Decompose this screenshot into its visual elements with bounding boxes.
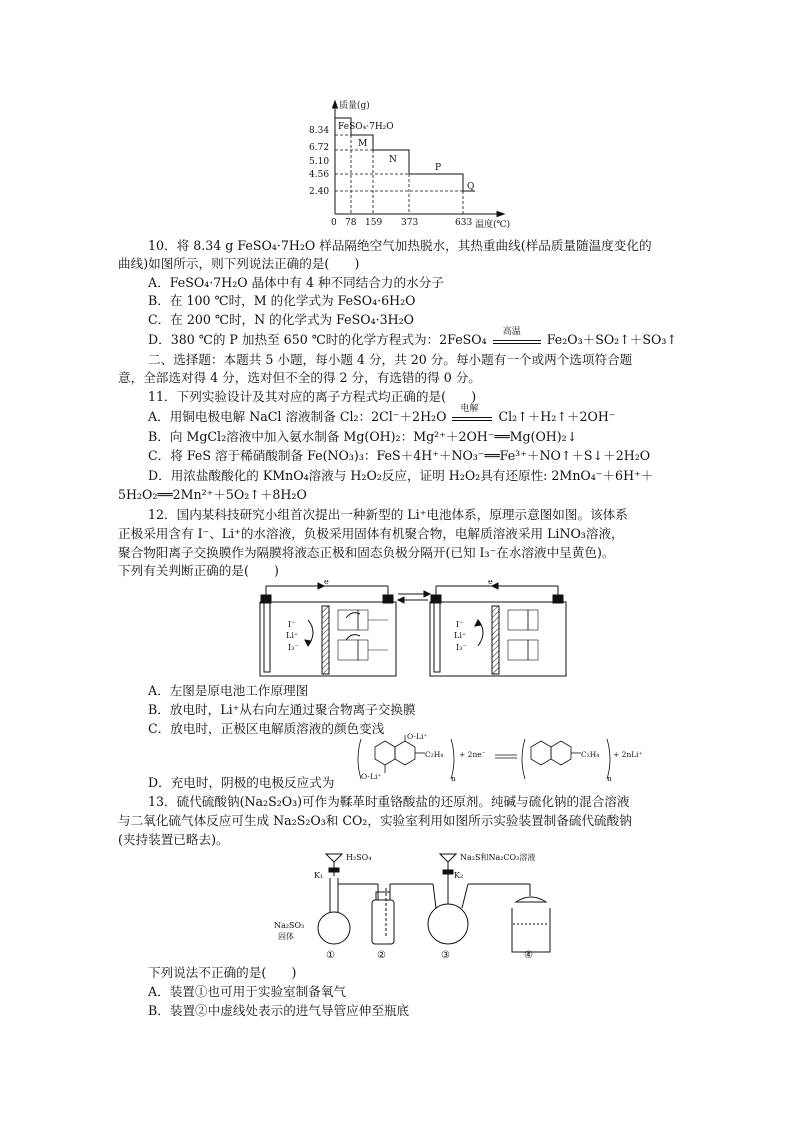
y-axis-label: 质量(g)	[339, 101, 370, 111]
q12-stem-line4: 下列有关判断正确的是( )	[118, 563, 279, 578]
q12-stem-line2: 正极采用含有 I⁻、Li⁺的水溶液，负极采用固体有机聚合物，电解质溶液采用 LiNO₃溶液，	[118, 526, 624, 541]
xtick: 0	[331, 218, 337, 228]
beaker-4	[512, 908, 550, 952]
step-label: M	[358, 139, 368, 149]
q10-d-right: Fe₂O₃＋SO₂↑＋SO₃↑	[546, 332, 677, 347]
c2h4-label: C₂H₄	[425, 750, 444, 759]
electron-label: e⁻	[488, 580, 497, 586]
k2-label: K₂	[454, 871, 464, 880]
q12-option-d: D．充电时，阴极的电极反应式为	[148, 775, 335, 790]
q13-option-a: A．装置①也可用于实验室制备氧气	[148, 984, 347, 999]
xtick: 373	[401, 218, 419, 228]
electron-term: + 2ne⁻	[459, 750, 486, 759]
condition-arrow	[491, 326, 543, 348]
q12-stem-line1: 12．国内某科技研究小组首次提出一种新型的 Li⁺电池体系，原理示意图如图。该体系	[148, 507, 628, 522]
q10-option-a: A．FeSO₄·7H₂O 晶体中有 4 种不同结合力的水分子	[148, 275, 444, 290]
solution-label: Na₂S和Na₂CO₃溶液	[460, 853, 536, 862]
q13-stem-line3: (夹持装置已略去)。	[118, 832, 229, 847]
dropping-funnel	[326, 854, 342, 862]
apparatus-label-2: ②	[377, 950, 386, 960]
section2-line1: 二、选择题：本题共 5 小题，每小题 4 分，共 20 分。每小题有一个或两个选项符合题	[148, 352, 633, 367]
ytick: 6.72	[309, 143, 330, 153]
ion-i3: I₃⁻	[456, 643, 467, 652]
ytick: 2.40	[309, 187, 330, 197]
k1-label: K₁	[314, 871, 324, 880]
thermogravimetric-graph	[305, 98, 525, 233]
x-axis-label: 温度(℃)	[475, 220, 511, 230]
condition-label: 电解	[460, 403, 479, 414]
x-axis-arrow	[497, 212, 504, 217]
h2so4-label: H₂SO₄	[346, 853, 372, 862]
bottle-2	[372, 900, 394, 944]
q11-option-d-line2: 5H₂O₂══2Mn²⁺＋5O₂↑＋8H₂O	[118, 487, 307, 502]
q10-option-b: B．在 100 ℃时，M 的化学式为 FeSO₄·6H₂O	[148, 293, 416, 308]
condition-arrow	[450, 403, 494, 425]
oli-label: O-Li⁺	[407, 733, 428, 741]
apparatus-label-4: ④	[524, 950, 533, 960]
ion-li: Li⁺	[286, 631, 299, 640]
q10-stem-line1: 10．将 8.34 g FeSO₄·7H₂O 样品隔绝空气加热脱水，其热重曲线(样品质量随温度变化的	[148, 238, 652, 253]
step-label: FeSO₄·7H₂O	[338, 122, 394, 132]
q13-ask: 下列说法不正确的是( )	[148, 965, 297, 980]
right-electrode	[434, 602, 440, 672]
membrane	[322, 606, 329, 674]
dropping-funnel	[440, 854, 456, 862]
q10-stem-line2: 曲线)如图所示，则下列说法正确的是( )	[118, 256, 360, 271]
q10-d-left: D．380 ℃的 P 加热至 650 ℃时的化学方程式为：2FeSO₄	[148, 332, 487, 347]
lithium-term: + 2nLi⁺	[613, 750, 643, 759]
q11-option-b: B．向 MgCl₂溶液中加入氨水制备 Mg(OH)₂：Mg²⁺＋2OH⁻══Mg(OH)₂↓	[148, 429, 578, 444]
right-cell	[430, 583, 566, 676]
ion-i: I⁻	[288, 620, 296, 629]
ytick: 5.10	[309, 157, 330, 167]
step-label: Q	[467, 182, 475, 192]
q11-stem: 11．下列实验设计及其对应的离子方程式均正确的是( )	[148, 389, 477, 404]
y-axis-arrow	[333, 101, 338, 108]
ion-i3: I₃⁻	[288, 643, 299, 652]
flask-3	[428, 904, 468, 944]
electrode-reaction	[355, 733, 655, 785]
solid-label: 固体	[278, 932, 294, 941]
q13-option-b: B．装置②中虚线处表示的进气导管应伸至瓶底	[148, 1003, 410, 1018]
q11-option-d-line1: D．用浓盐酸酸化的 KMnO₄溶液与 H₂O₂反应，证明 H₂O₂具有还原性: 2MnO₄⁻＋6H⁺＋	[148, 468, 654, 483]
battery-diagram	[258, 580, 580, 680]
q11-option-c: C．将 FeS 溶于稀硝酸制备 Fe(NO₃)₃：FeS＋4H⁺＋NO₃⁻══Fe³⁺＋NO↑＋S↓＋2H₂O	[148, 448, 651, 463]
ytick: 8.34	[309, 126, 330, 136]
q13-stem-line1: 13．硫代硫酸钠(Na₂S₂O₃)可作为鞣革时重铬酸盐的还原剂。纯碱与硫化钠的混合溶液	[148, 794, 630, 809]
apparatus-label-3: ③	[441, 950, 450, 960]
q10-option-c: C．在 200 ℃时，N 的化学式为 FeSO₄·3H₂O	[148, 312, 415, 327]
left-cell	[260, 583, 396, 676]
ytick: 4.56	[309, 170, 330, 180]
membrane	[492, 606, 499, 674]
step-label: P	[435, 163, 442, 173]
q12-option-b: B．放电时，Li⁺从右向左通过聚合物离子交换膜	[148, 702, 416, 717]
q13-stem-line2: 与二氧化硫气体反应可生成 Na₂S₂O₃和 CO₂，实验室利用如图所示实验装置制备硫代硫酸钠	[118, 813, 632, 828]
flask-1	[318, 912, 350, 944]
polymer-sketch-left	[338, 610, 388, 660]
ion-li: Li⁺	[454, 631, 467, 640]
q12-option-a: A．左图是原电池工作原理图	[148, 683, 309, 698]
apparatus-diagram	[268, 848, 568, 960]
ion-i: I⁻	[456, 620, 464, 629]
exchange-arrows	[398, 591, 430, 603]
q10-option-d	[148, 326, 677, 348]
n-label: n	[607, 774, 612, 783]
section2-line2: 意，全部选对得 4 分，选对但不全的得 2 分，有选错的得 0 分。	[118, 370, 481, 385]
left-electrode	[264, 602, 270, 672]
q12-option-c: C．放电时，正极区电解质溶液的颜色变浅	[148, 721, 385, 736]
q11-a-left: A．用铜电极电解 NaCl 溶液制备 Cl₂：2Cl⁻＋2H₂O	[148, 409, 447, 424]
xtick: 159	[365, 218, 383, 228]
electron-label: e⁻	[324, 580, 333, 586]
c2h4-label: C₂H₄	[581, 750, 600, 759]
oli-label: O-Li⁺	[361, 772, 382, 781]
xtick: 633	[455, 218, 473, 228]
q12-stem-line3: 聚合物阳离子交换膜作为隔膜将液态正极和固态负极分隔开(已知 I₃⁻在水溶液中呈黄色)。	[118, 545, 615, 560]
n-label: n	[451, 774, 456, 783]
na2so3-label: Na₂SO₃	[274, 921, 305, 930]
step-label: N	[389, 155, 397, 165]
xtick: 78	[345, 218, 357, 228]
q11-a-right: Cl₂↑＋H₂↑＋2OH⁻	[498, 409, 616, 424]
apparatus-label-1: ①	[326, 950, 335, 960]
inverted-funnel	[516, 897, 546, 902]
condition-label: 高温	[502, 326, 521, 337]
q11-option-a	[148, 403, 616, 425]
